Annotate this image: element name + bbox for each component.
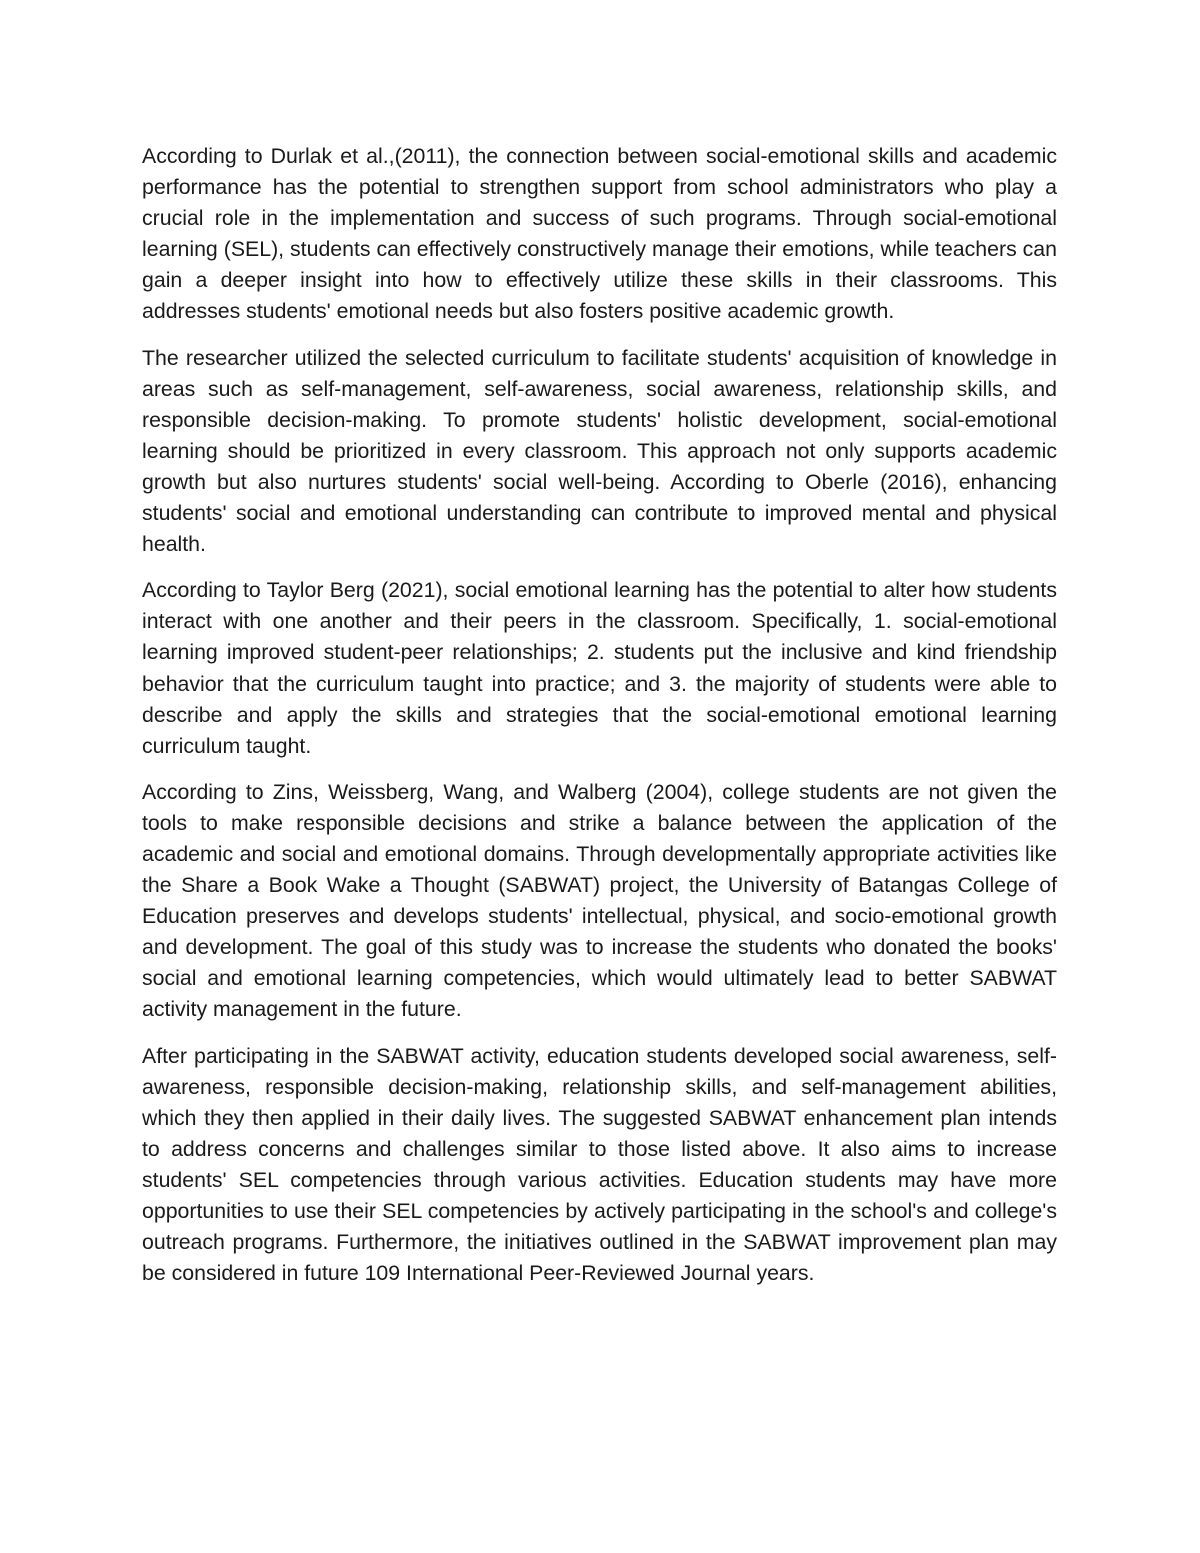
- document-body: [142, 141, 1057, 1304]
- paragraph-5: After participating in the SABWAT activity, education students developed social awareness, self-awareness, responsible decision-making, relationship skills, and self-management abilities, which they then applied in their daily lives. The suggested SABWAT enhancement plan intends to address concerns and challenges similar to those listed above. It also aims to increase students' SEL competencies through various activities. Education students may have more opportunities to use their SEL competencies by actively participating in the school's and college's outreach programs. Furthermore, the initiatives outlined in the SABWAT improvement plan may be considered in future 109 International Peer-Reviewed Journal years.: [142, 1043, 1057, 1286]
- paragraph-1: According to Durlak et al.,(2011), the connection between social-emotional skills and academic performance has the potential to strengthen support from school administrators who play a crucial role in the implementation and success of such programs. Through social-emotional learning (SEL), students can effectively constructively manage their emotions, while teachers can gain a deeper insight into how to effectively utilize these skills in their classrooms. This addresses students' emotional needs but also fosters positive academic growth.: [142, 144, 1057, 324]
- paragraph-4: According to Zins, Weissberg, Wang, and Walberg (2004), college students are not given the tools to make responsible decisions and strike a balance between the application of the academic and social and emotional domains. Through developmentally appropriate activities like the Share a Book Wake a Thought (SABWAT) project, the University of Batangas College of Education preserves and develops students' intellectual, physical, and socio-emotional growth and development. The goal of this study was to increase the students who donated the books' social and emotional learning competencies, which would ultimately lead to better SABWAT activity management in the future.: [142, 779, 1057, 1022]
- paragraph-2: The researcher utilized the selected curriculum to facilitate students' acquisition of knowledge in areas such as self-management, self-awareness, social awareness, relationship skills, and responsible decision-making. To promote students' holistic development, social-emotional learning should be prioritized in every classroom. This approach not only supports academic growth but also nurtures students' social well-being. According to Oberle (2016), enhancing students' social and emotional understanding can contribute to improved mental and physical health.: [142, 345, 1057, 557]
- paragraph-3: According to Taylor Berg (2021), social emotional learning has the potential to alter how students interact with one another and their peers in the classroom. Specifically, 1. social-emotional learning improved student-peer relationships; 2. students put the inclusive and kind friendship behavior that the curriculum taught into practice; and 3. the majority of students were able to describe and apply the skills and strategies that the social-emotional emotional learning curriculum taught.: [142, 578, 1057, 758]
